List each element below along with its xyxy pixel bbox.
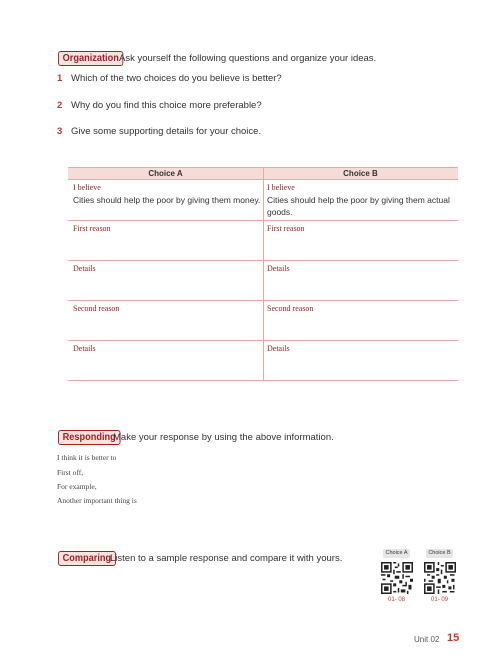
page-number: 15 [447, 632, 460, 644]
first-reason-label-b: First reason [267, 224, 305, 233]
details-label-a: Details [73, 264, 96, 273]
responding-tag: Responding [58, 430, 120, 445]
track-code-choice-b: 01- 09 [431, 597, 449, 603]
unit-label: Unit 02 [414, 635, 440, 644]
qr-code-choice-b-icon[interactable] [424, 562, 456, 594]
header-choice-b: Choice B [263, 167, 458, 180]
organization-tag: Organization [58, 51, 123, 66]
qr-caption-choice-b: Choice B [426, 549, 453, 558]
choice-b-statement: Cities should help the poor by giving them actual goods. [267, 195, 450, 217]
qr-caption-choice-a: Choice A [383, 549, 410, 558]
question-2 [57, 100, 262, 111]
responding-instruction: Make your response by using the above information. [113, 432, 334, 443]
header-choice-a: Choice A [68, 167, 263, 180]
organization-table [68, 167, 458, 381]
details-label-b: Details [267, 264, 290, 273]
response-line-1: I think it is better to [57, 453, 117, 462]
first-reason-label-a: First reason [73, 224, 111, 233]
row-divider [68, 380, 458, 381]
choice-a-statement: Cities should help the poor by giving them money. [73, 195, 261, 205]
row-divider [68, 340, 458, 341]
question-3 [57, 126, 261, 137]
response-line-3: For example, [57, 482, 97, 491]
column-divider [263, 167, 264, 381]
details-label-a: Details [73, 344, 96, 353]
believe-label-b: I believe [267, 183, 295, 192]
question-1 [57, 73, 282, 84]
comparing-tag: Comparing [58, 551, 116, 566]
details-label-b: Details [267, 344, 290, 353]
question-text: Why do you find this choice more preferable? [71, 100, 262, 111]
second-reason-label-b: Second reason [267, 304, 314, 313]
response-line-4: Another important thing is [57, 496, 137, 505]
second-reason-label-a: Second reason [73, 304, 120, 313]
row-divider [68, 300, 458, 301]
question-text: Which of the two choices do you believe is better? [71, 73, 282, 84]
question-text: Give some supporting details for your choice. [71, 126, 262, 137]
believe-label-a: I believe [73, 183, 101, 192]
organization-instruction: Ask yourself the following questions and organize your ideas. [119, 53, 377, 64]
track-code-choice-a: 01- 08 [388, 597, 406, 603]
question-number: 1 [57, 73, 63, 84]
question-number: 3 [57, 126, 63, 137]
response-line-2: First off, [57, 468, 84, 477]
question-number: 2 [57, 100, 63, 111]
row-divider [68, 220, 458, 221]
comparing-instruction: Listen to a sample response and compare it with yours. [110, 553, 343, 564]
row-divider [68, 260, 458, 261]
qr-code-choice-a-icon[interactable] [381, 562, 413, 594]
